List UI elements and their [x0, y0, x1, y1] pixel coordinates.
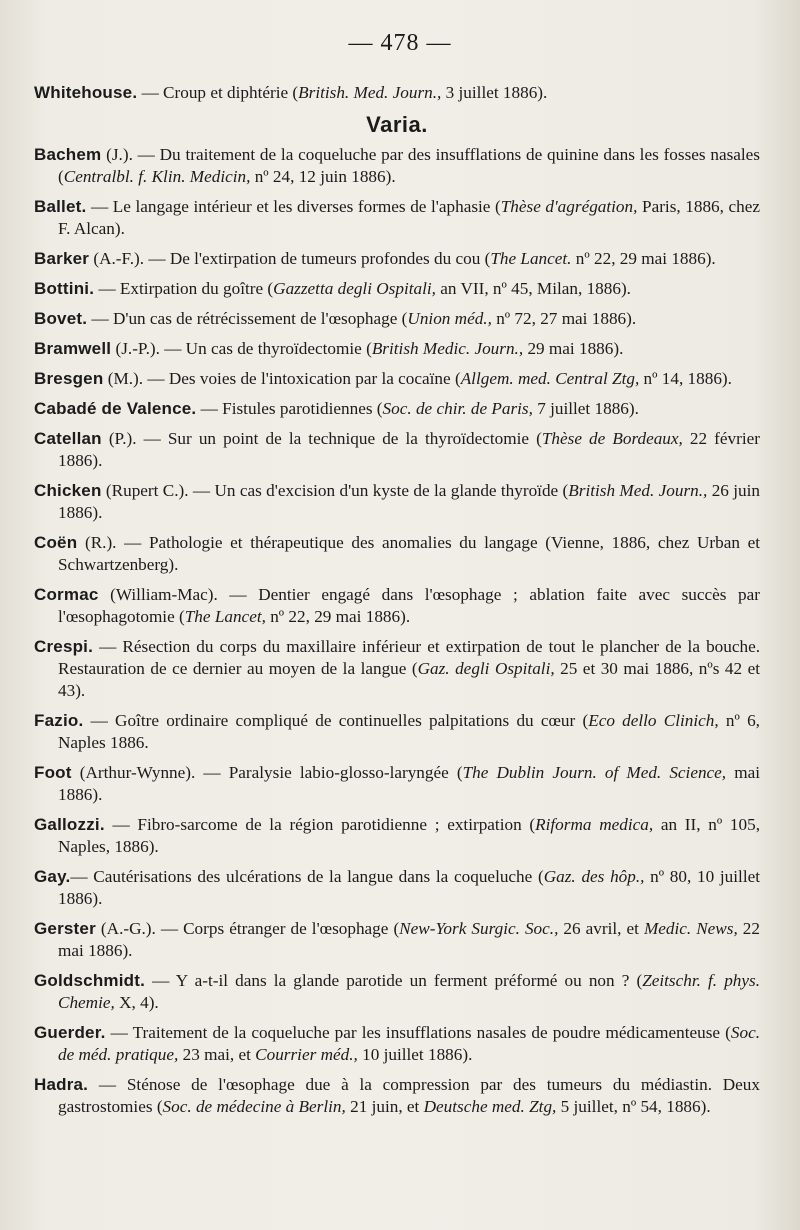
entry-text: — Corps étranger de l'œsophage ( — [155, 919, 400, 938]
entry-text: 29 mai 1886). — [523, 339, 624, 358]
entry-source: Courrier méd., — [255, 1045, 358, 1064]
bibliography-entry — [34, 278, 760, 300]
entry-source: Eco dello Clinich, — [588, 711, 719, 730]
bibliography-entry — [34, 338, 760, 360]
entry-author: Cabadé de Valence. — [34, 399, 197, 418]
entry-source: British Med. Journ., — [568, 481, 708, 500]
entry-text: nº 72, 27 mai 1886). — [491, 309, 637, 328]
bibliography-entry — [34, 584, 760, 628]
entry-author: Foot — [34, 763, 72, 782]
entry-source: Deutsche med. Ztg, — [423, 1097, 557, 1116]
entry-text: — Sténose de l'œsophage due à la compression par des tumeurs du médiastin. Deux gastrostomies ( — [58, 1075, 760, 1116]
entry-text: — Y a-t-il dans la glande parotide un ferment préformé ou non ? ( — [145, 971, 643, 990]
bibliography-entry — [34, 1074, 760, 1118]
entry-text: 3 juillet 1886). — [441, 83, 548, 102]
entry-text: 5 juillet, nº 54, 1886). — [556, 1097, 711, 1116]
bibliography-entry — [34, 762, 760, 806]
entry-text: — Sur un point de la technique de la thyroïdectomie ( — [136, 429, 542, 448]
entry-source: Union méd., — [407, 309, 492, 328]
entry-author: Goldschmidt. — [34, 971, 146, 990]
entry-text: 25 et 30 mai 1886, nºs 42 et 43). — [58, 659, 760, 700]
entry-author-initials: (Rupert C.). — [101, 481, 189, 500]
entry-author-initials: (A.-F.). — [89, 249, 145, 268]
entry-author-initials: (Arthur-Wynne). — [71, 763, 196, 782]
entry-source: Riforma medica, — [535, 815, 654, 834]
bibliography-entry — [34, 636, 760, 702]
entry-text: X, 4). — [114, 993, 159, 1012]
entry-author: Gay. — [34, 867, 71, 886]
entry-text: 21 juin, et — [345, 1097, 424, 1116]
bibliography-entry — [34, 480, 760, 524]
entry-text: nº 22, 29 mai 1886). — [265, 607, 411, 626]
entry-text: — Le langage intérieur et les diverses formes de l'aphasie ( — [86, 197, 501, 216]
entry-text: nº 24, 12 juin 1886). — [250, 167, 396, 186]
entry-source: Soc. de chir. de Paris, — [382, 399, 533, 418]
entry-text: — Du traitement de la coqueluche par des insufflations de quinine dans les fosses nasales ( — [58, 145, 760, 186]
entry-source: Thèse de Bordeaux, — [541, 429, 683, 448]
entry-source: Soc. de médecine à Berlin, — [162, 1097, 346, 1116]
entry-source: New-York Surgic. Soc., — [399, 919, 559, 938]
entry-text: — Pathologie et thérapeutique des anomalies du langage (Vienne, 1886, chez Urban et Schwartzenberg). — [58, 533, 760, 574]
bibliography-entry — [34, 308, 760, 330]
entry-text: — Un cas de thyroïdectomie ( — [159, 339, 372, 358]
entry-source: British Medic. Journ., — [371, 339, 524, 358]
entry-author: Catellan — [34, 429, 102, 448]
entry-author: Bottini. — [34, 279, 95, 298]
section-title: Varia. — [366, 112, 428, 137]
bibliography-entry — [34, 196, 760, 240]
entry-author: Fazio. — [34, 711, 84, 730]
entry-source: The Dublin Journ. of Med. Science, — [462, 763, 727, 782]
entry-text: — Croup et diphtérie ( — [137, 83, 299, 102]
entry-text: 7 juillet 1886). — [532, 399, 639, 418]
entry-source: The Lancet, — [184, 607, 266, 626]
entry-author: Bovet. — [34, 309, 88, 328]
entry-source: British. Med. Journ., — [298, 83, 442, 102]
entry-author: Cormac — [34, 585, 99, 604]
bibliography — [34, 82, 760, 1126]
bibliography-entry — [34, 970, 760, 1014]
entry-author: Chicken — [34, 481, 102, 500]
entry-source: Zeitschr. f. phys. Chemie, — [58, 971, 760, 1012]
entry-author: Gerster — [34, 919, 96, 938]
entry-text: 10 juillet 1886). — [357, 1045, 473, 1064]
entry-text: — D'un cas de rétrécissement de l'œsophage ( — [87, 309, 408, 328]
bibliography-entry — [34, 248, 760, 270]
entry-source: Gazzetta degli Ospitali, — [273, 279, 436, 298]
entry-author-initials: (P.). — [101, 429, 137, 448]
bibliography-entry — [34, 398, 760, 420]
entry-text: — Un cas d'excision d'un kyste de la glande thyroïde ( — [188, 481, 569, 500]
entry-source: Thèse d'agrégation, — [500, 197, 638, 216]
entry-source: Gaz. degli Ospitali, — [417, 659, 555, 678]
entry-author: Crespi. — [34, 637, 94, 656]
entry-text: an II, nº 105, Naples, 1886). — [58, 815, 760, 856]
entry-source: Soc. de méd. pratique, — [58, 1023, 760, 1064]
entry-text: nº 22, 29 mai 1886). — [571, 249, 716, 268]
entry-text: 26 juin 1886). — [58, 481, 760, 522]
bibliography-entry — [34, 1022, 760, 1066]
bibliography-entry — [34, 368, 760, 390]
entry-text: 23 mai, et — [178, 1045, 256, 1064]
entry-text: mai 1886). — [58, 763, 761, 804]
entry-text: — Résection du corps du maxillaire inférieur et extirpation de tout le plancher de la bouche. Restauration de ce dernier au moyen de la langue ( — [58, 637, 760, 678]
entry-text: — Cautérisations des ulcérations de la langue dans la coqueluche ( — [70, 867, 544, 886]
entry-text: nº 6, Naples 1886. — [58, 711, 760, 752]
bibliography-entry — [34, 532, 760, 576]
entry-author: Gallozzi. — [34, 815, 105, 834]
entry-author-initials: (William-Mac). — [98, 585, 218, 604]
entry-text: 22 février 1886). — [58, 429, 760, 470]
entry-list — [34, 144, 760, 1118]
page-number: — 478 — — [348, 30, 452, 56]
entry-author-initials: (J.). — [101, 145, 133, 164]
entry-author: Coën — [34, 533, 78, 552]
bibliography-entry — [34, 866, 760, 910]
entry-text: — Dentier engagé dans l'œsophage ; ablation faite avec succès par l'œsophagotomie ( — [58, 585, 760, 626]
entry-author: Barker — [34, 249, 90, 268]
entry-author-initials: (M.). — [103, 369, 144, 388]
entry-text: Paris, 1886, chez F. Alcan). — [58, 197, 760, 238]
entry-text: nº 80, 10 juillet 1886). — [58, 867, 761, 908]
entry-text: — Goître ordinaire compliqué de continuelles palpitations du cœur ( — [83, 711, 589, 730]
bibliography-entry — [34, 428, 760, 472]
entry-author-initials: (J.-P.). — [111, 339, 160, 358]
entry-text: — Paralysie labio-glosso-laryngée ( — [195, 763, 463, 782]
entry-text: — De l'extirpation de tumeurs profondes du cou ( — [144, 249, 491, 268]
entry-author-initials: (R.). — [77, 533, 117, 552]
entry-author: Bramwell — [34, 339, 112, 358]
entry-author: Bresgen — [34, 369, 104, 388]
entry-text: — Extirpation du goître ( — [94, 279, 274, 298]
entry-text: — Fistules parotidiennes ( — [196, 399, 383, 418]
entry-text: an VII, nº 45, Milan, 1886). — [435, 279, 631, 298]
bibliography-entry — [34, 814, 760, 858]
entry-text: — Fibro-sarcome de la région parotidienne ; extirpation ( — [104, 815, 536, 834]
entry-author: Ballet. — [34, 197, 87, 216]
entry-source: Medic. News, — [643, 919, 738, 938]
entry-author: Bachem — [34, 145, 102, 164]
bibliography-entry — [34, 144, 760, 188]
entry-source: Allgem. med. Central Ztg, — [460, 369, 640, 388]
entry-text: 22 mai 1886). — [58, 919, 760, 960]
entry-source: The Lancet. — [490, 249, 572, 268]
entry-text: nº 14, 1886). — [639, 369, 732, 388]
entry-source: Centralbl. f. Klin. Medicin, — [63, 167, 251, 186]
entry-source: Gaz. des hôp., — [543, 867, 645, 886]
entry-author: Guerder. — [34, 1023, 106, 1042]
entry-author-initials: (A.-G.). — [95, 919, 156, 938]
entry-text: — Des voies de l'intoxication par la cocaïne ( — [143, 369, 461, 388]
entry-author: Hadra. — [34, 1075, 89, 1094]
bibliography-entry — [34, 710, 760, 754]
bibliography-entry-intro — [34, 82, 760, 104]
entry-text: — Traitement de la coqueluche par les insufflations nasales de poudre médicamenteuse ( — [105, 1023, 731, 1042]
entry-text: 26 avril, et — [558, 919, 644, 938]
bibliography-entry — [34, 918, 760, 962]
entry-author: Whitehouse. — [34, 83, 138, 102]
